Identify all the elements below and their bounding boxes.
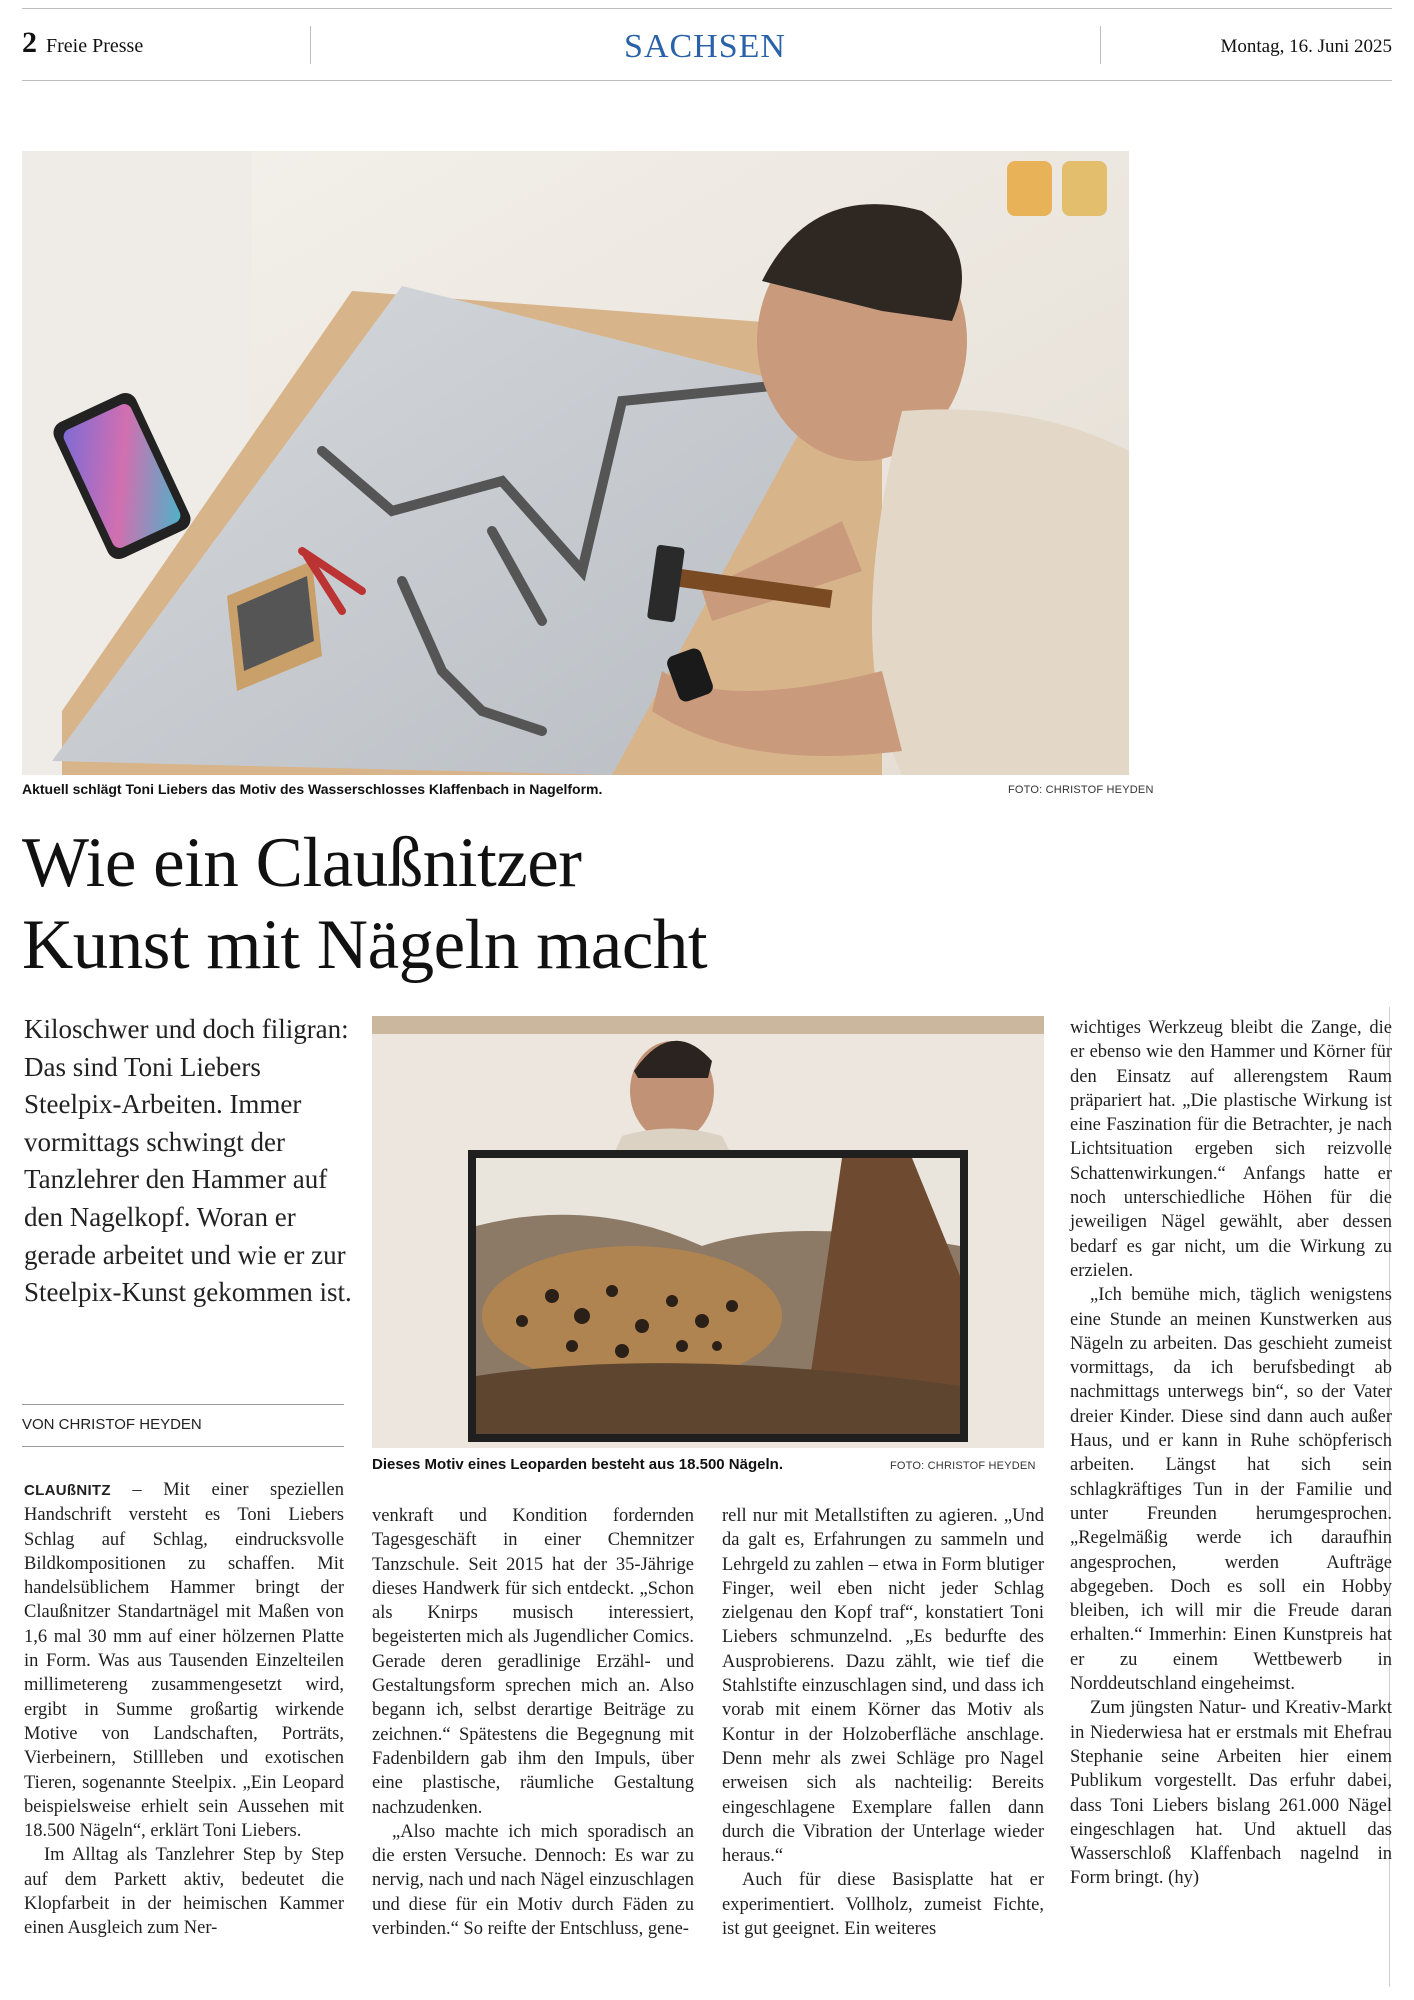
header-divider-left xyxy=(310,26,311,64)
page-number: 2 xyxy=(22,26,37,59)
col2-paragraph-2: „Also machte ich mich sporadisch an die ersten Versuche. Dennoch: Es war zu nervig, nach und nach Nägel einzuschlagen und diese für ein Motiv durch Fäden zu verbinden.“ So reifte der Entschluss, gene- xyxy=(372,1821,694,1940)
leopard-photo-caption: Dieses Motiv eines Leoparden besteht aus 18.500 Nägeln. xyxy=(372,1456,783,1473)
main-photo xyxy=(22,151,1129,775)
headline-line-2: Kunst mit Nägeln macht xyxy=(22,906,708,984)
main-photo-caption: Aktuell schlägt Toni Liebers das Motiv des Wasserschlosses Klaffenbach in Nagelform. xyxy=(22,781,603,797)
leopard-photo xyxy=(372,1016,1044,1448)
col3-paragraph-2: Auch für diese Basisplatte hat er experimentiert. Vollholz, zumeist Fichte, ist gut geeignet. Ein weiteres xyxy=(722,1870,1044,1940)
header-bottom-rule xyxy=(22,80,1392,81)
col3-paragraph-1: rell nur mit Metallstiften zu agieren. „Und da galt es, Erfahrungen zu sammeln und Lehrgeld zu zahlen – etwa in Form blutiger Finger, weil eben nicht jeder Schlag zielgenau den Kopf traf“, konstatiert Toni Liebers schmunzelnd. „Es bedurfte des Ausprobierens. Dazu zählt, wie tief die Stahlstifte einzuschlagen sind, und dass ich vorab mit einem Körner das Motiv als Kontur in der Holzoberfläche anschlage. Denn mehr als zwei Schläge pro Nagel erweisen sich als nachteilig: Bereits eingeschlagene Exemplare fallen dann durch die Vibration der Unterlage wieder heraus.“ xyxy=(722,1506,1044,1867)
leopard-photo-credit: FOTO: CHRISTOF HEYDEN xyxy=(890,1460,1036,1472)
section-title: SACHSEN xyxy=(624,28,786,65)
body-column-3 xyxy=(722,1504,1044,1941)
article-headline xyxy=(22,822,1122,986)
col4-paragraph-2: „Ich bemühe mich, täglich wenigstens eine Stunde an meinen Kunstwerken aus Nägeln zu arbeiten. Das geschieht zumeist vormittags, da ich berufsbedingt ab nachmittags unterwegs bin“, so der Vater dreier Kinder. Diese sind dann auch außer Haus, und er kann in Ruhe schöpferisch arbeiten. Längst hat sich sein schlagkräftiges Tun in der Familie und unter Freunden herumgesprochen. „Regelmäßig werde ich daraufhin angesprochen, werden Aufträge abgegeben. Doch es soll ein Hobby bleiben, ich will mir die Freude daran erhalten.“ Immerhin: Einen Kunstpreis hat er zu einem Wettbewerb in Norddeutschland eingeheimst. xyxy=(1070,1285,1392,1695)
col1-text-1: – Mit einer speziellen Handschrift versteht es Toni Liebers Schlag auf Schlag, eindrucksvolle Bildkompositionen zu schaffen. Mit handelsüblichem Hammer bringt der Claußnitzer Standartnägel mit Maßen von 1,6 mal 30 mm auf einer hölzernen Platte in Form. Was aus Tausenden Einzelteilen millimetereng zusammengesetzt wird, ergibt in Summe großartig wirkende Motive von Landschaften, Porträts, Vierbeinern, Stillleben und exotischen Tieren, sogenannte Steelpix. „Ein Leopard beispielsweise erhielt sein Aussehen mit 18.500 Nägeln“, erklärt Toni Liebers. xyxy=(24,1480,344,1842)
article-lead: Kiloschwer und doch filigran: Das sind Toni Liebers Steelpix-Arbeiten. Immer vormittags schwingt der Tanzlehrer den Hammer auf den Nagelkopf. Woran er gerade arbeitet und wie er zur Steelpix-Kunst gekommen ist. xyxy=(24,1014,352,1308)
dateline: CLAUßNITZ xyxy=(24,1482,111,1499)
col2-paragraph-1: venkraft und Kondition fordernden Tagesgeschäft in einer Chemnitzer Tanzschule. Seit 2015 hat der 35-Jährige dieses Handwerk für sich entdeckt. „Schon als Knirps musisch interessiert, begeisterten mich als Jugendlicher Comics. Gerade deren geradlinige Erzähl- und Gestaltungsform sprechen mich an. Also begann ich, selbst derartige Beiträge zu zeichnen.“ Spätestens die Begegnung mit Fadenbildern gab ihm den Impuls, über eine plastische, räumliche Gestaltung nachzudenken. xyxy=(372,1506,694,1818)
main-photo-credit: FOTO: CHRISTOF HEYDEN xyxy=(1008,784,1154,796)
publication-name: Freie Presse xyxy=(46,35,144,57)
byline-box xyxy=(22,1404,344,1447)
byline: VON CHRISTOF HEYDEN xyxy=(22,1416,202,1433)
header-top-rule xyxy=(22,8,1392,9)
headline-line-1: Wie ein Claußnitzer xyxy=(22,824,582,902)
col4-paragraph-1: wichtiges Werkzeug bleibt die Zange, die er ebenso wie den Hammer und Körner für den Einsatz auf allerengstem Raum präpariert hat. „Die plastische Wirkung ist eine Faszination für die Betrachter, je nach Lichtsituation ergeben sich reizvolle Schattenwirkungen.“ Anfangs hatte er noch unterschiedliche Höhen für die jeweiligen Nägel gewählt, aber dessen bedarf es gar nicht, um die Wirkung zu erzielen. xyxy=(1070,1018,1392,1281)
body-column-2 xyxy=(372,1504,694,1941)
issue-date: Montag, 16. Juni 2025 xyxy=(1220,36,1392,57)
col4-paragraph-3: Zum jüngsten Natur- und Kreativ-Markt in Niederwiesa hat er erstmals mit Ehefrau Stephanie seine Arbeiten hier einem Publikum vorgestellt. Das erfuhr dabei, dass Toni Liebers bislang 261.000 Nägel eingeschlagen hat. Und aktuell das Wasserschloß Klaffenbach nagelnd in Form bringt. (hy) xyxy=(1070,1698,1392,1889)
col1-paragraph-1 xyxy=(24,1478,344,1843)
col1-paragraph-2: Im Alltag als Tanzlehrer Step by Step auf dem Parkett aktiv, bedeutet die Klopfarbeit in der heimischen Kammer einen Ausgleich zum Ner- xyxy=(24,1845,344,1939)
header-divider-right xyxy=(1100,26,1101,64)
body-column-1 xyxy=(24,1478,344,1941)
page-label xyxy=(22,26,143,60)
body-column-4 xyxy=(1070,1016,1392,1891)
